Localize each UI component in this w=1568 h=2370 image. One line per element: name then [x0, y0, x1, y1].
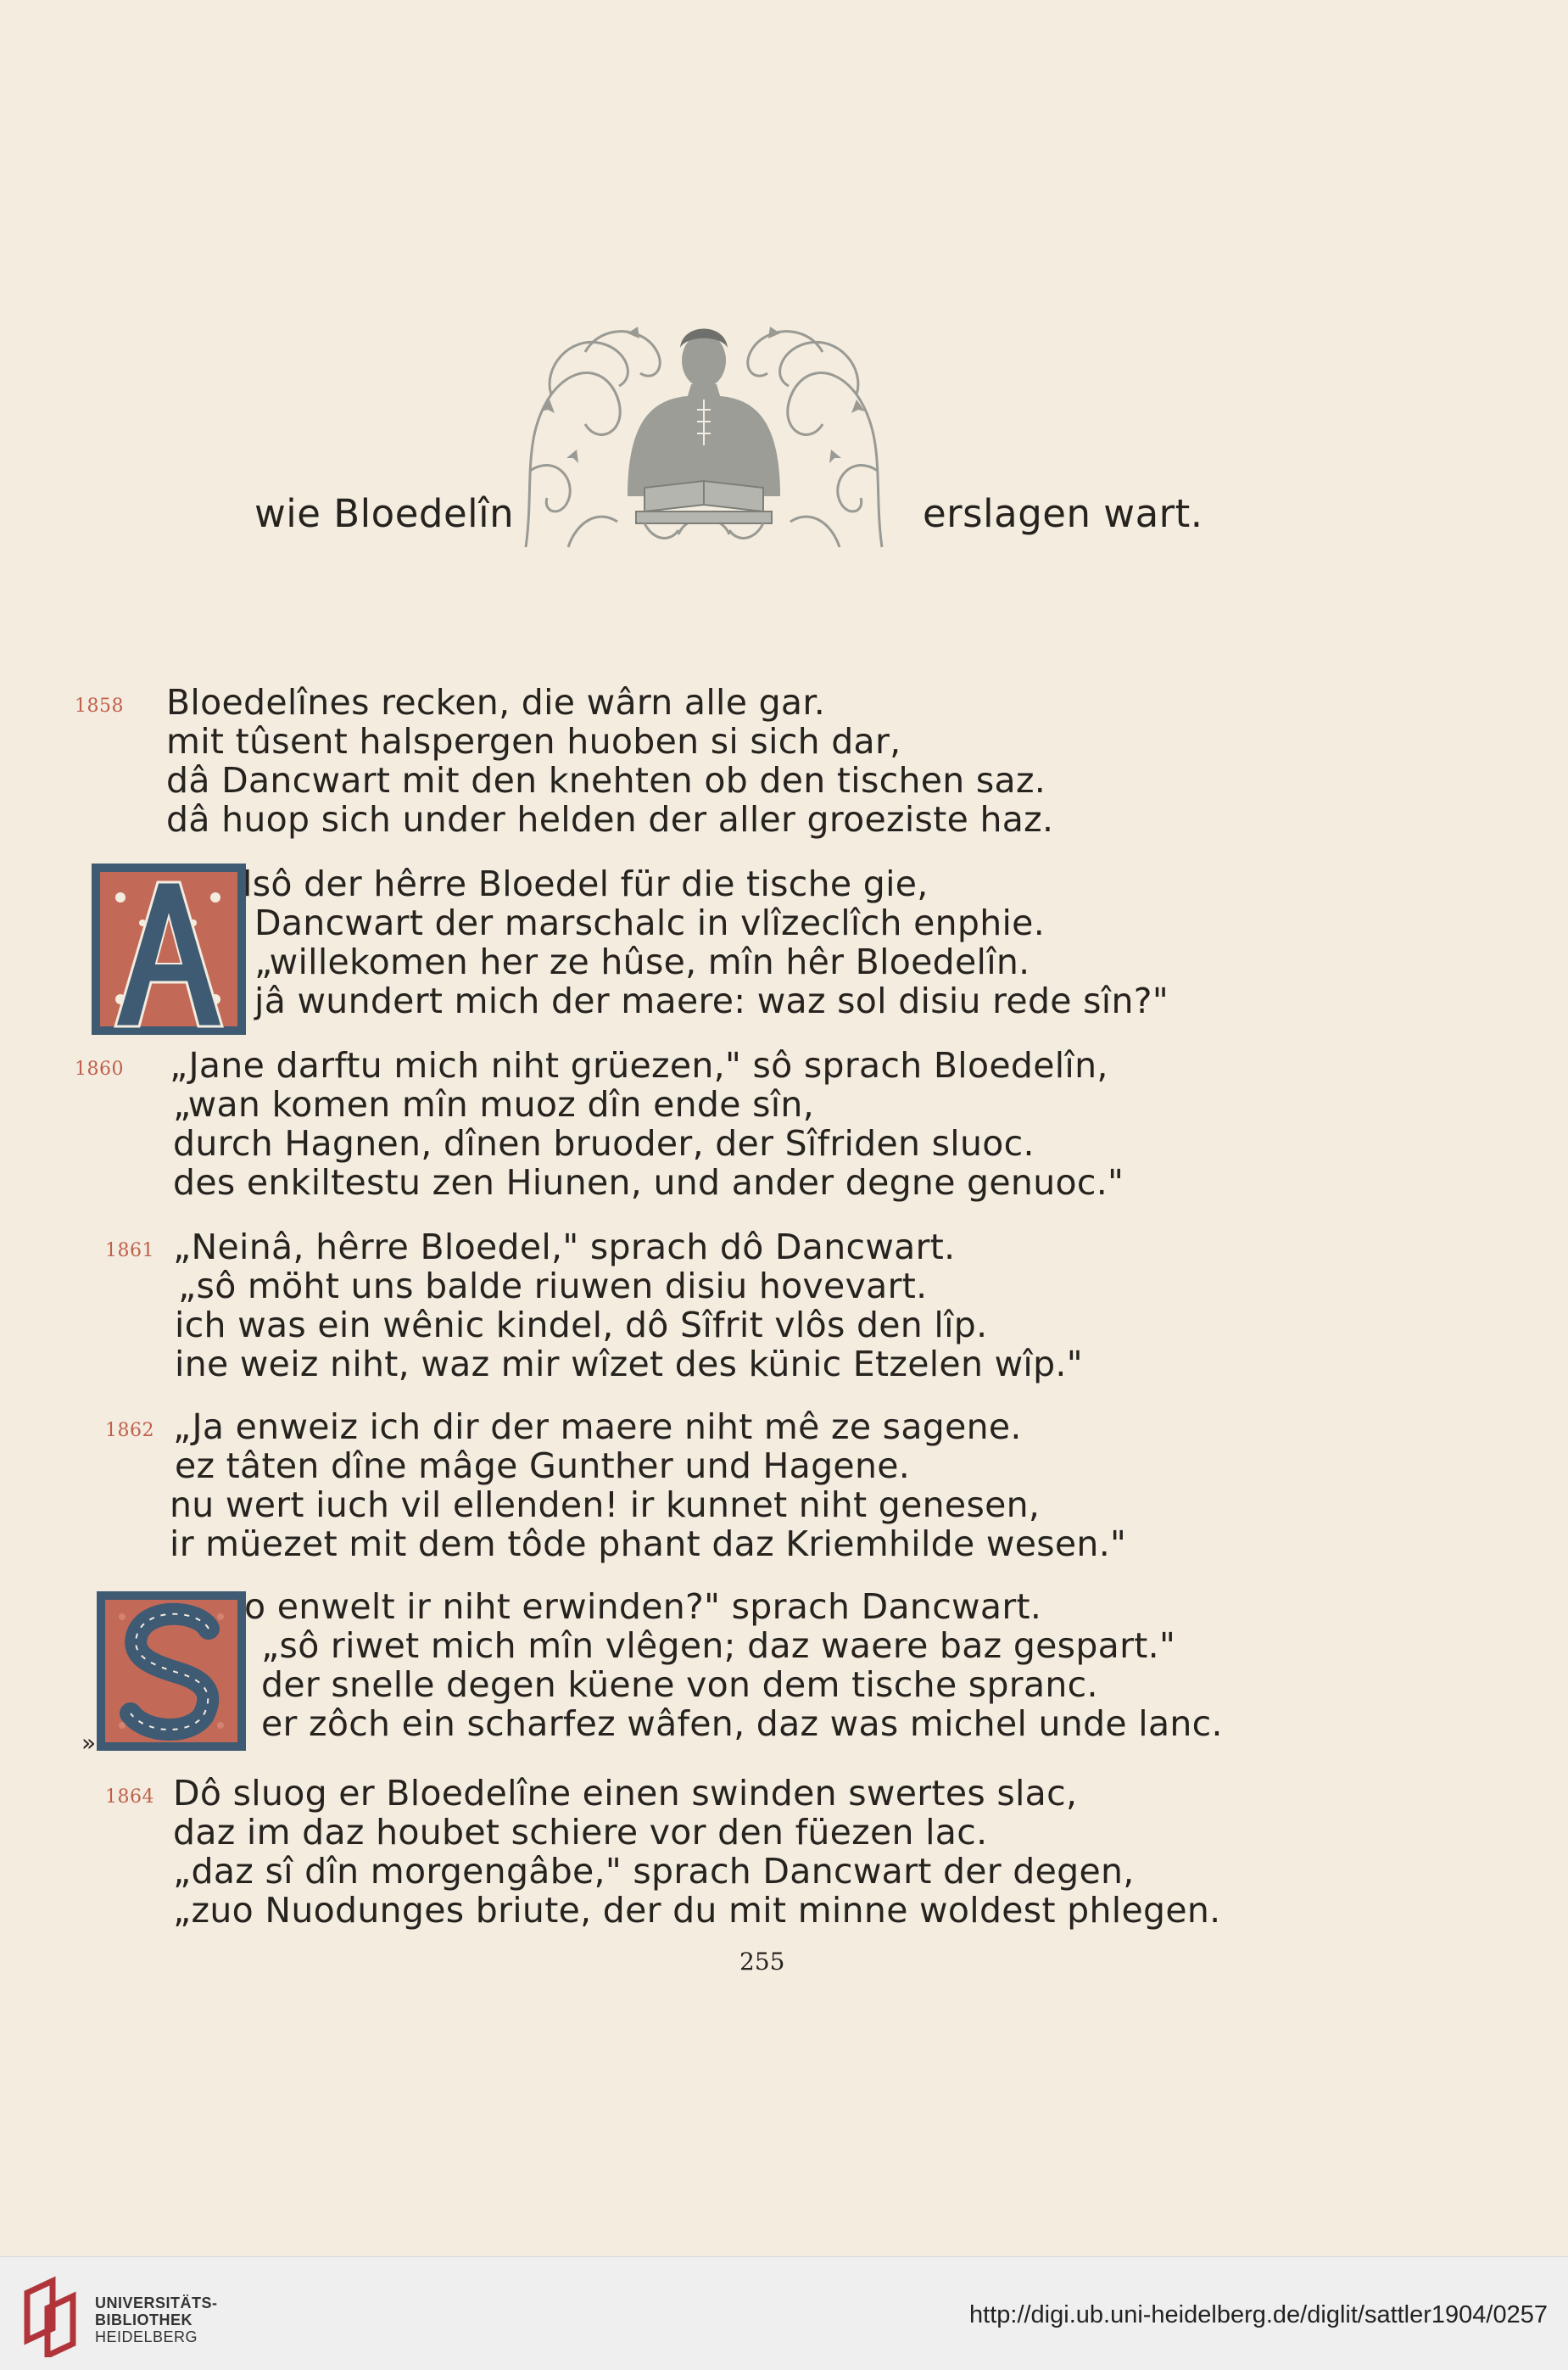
verse-line: „Ja enweiz ich dir der maere niht mê ze sagene. — [173, 1406, 1022, 1447]
verse-line: ich was ein wênic kindel, dô Sîfrit vlôs den lîp. — [175, 1305, 988, 1345]
verse-line: jâ wundert mich der maere: waz sol disiu rede sîn?" — [254, 981, 1169, 1021]
chapter-heading-left: wie Bloedelîn — [254, 491, 515, 536]
verse-line: nu wert iuch vil ellenden! ir kunnet niht genesen, — [170, 1484, 1041, 1525]
reader-vignette-illustration — [517, 318, 890, 551]
verse-line: „sô riwet mich mîn vlêgen; daz waere baz gespart." — [261, 1625, 1176, 1666]
stanza-number: 1858 — [75, 696, 124, 717]
verse-line: ine weiz niht, waz mir wîzet des künic Etzelen wîp." — [175, 1344, 1083, 1384]
verse-line: „daz sî dîn morgengâbe," sprach Dancwart der degen, — [173, 1851, 1135, 1892]
verse-line: „Neinâ, hêrre Bloedel," sprach dô Dancwart. — [173, 1227, 956, 1267]
verse-line: Dancwart der marschalc in vlîzeclîch enphie. — [254, 903, 1046, 943]
verse-line: o enwelt ir niht erwinden?" sprach Dancwart. — [244, 1586, 1042, 1627]
library-footer — [0, 2256, 1568, 2370]
library-name-line3: HEIDELBERG — [95, 2328, 198, 2345]
verse-line: er zôch ein scharfez wâfen, daz was michel unde lanc. — [261, 1703, 1223, 1744]
verse-line: „wan komen mîn muoz dîn ende sîn, — [173, 1084, 815, 1125]
verse-line: „Jane darftu mich niht grüezen," sô sprach Bloedelîn, — [170, 1045, 1108, 1086]
verse-line: ez tâten dîne mâge Gunther und Hagene. — [175, 1445, 911, 1486]
chapter-heading-right: erslagen wart. — [923, 491, 1203, 536]
library-logo-icon — [19, 2276, 88, 2357]
verse-line: lsô der hêrre Bloedel für die tische gie, — [243, 864, 929, 904]
verse-line: „sô möht uns balde riuwen disiu hovevart. — [178, 1266, 928, 1306]
verse-line: Bloedelînes recken, die wârn alle gar. — [166, 682, 826, 723]
library-name-line1: UNIVERSITÄTS- — [95, 2295, 218, 2311]
page-number: 255 — [739, 1948, 785, 1976]
verse-line: Dô sluog er Bloedelîne einen swinden swertes slac, — [173, 1773, 1078, 1814]
verse-line: daz im daz houbet schiere vor den füezen lac. — [173, 1812, 988, 1853]
illuminated-initial-a — [92, 864, 246, 1035]
stanza-number: 1864 — [105, 1786, 154, 1808]
stanza-marker: » — [81, 1729, 97, 1757]
library-name — [95, 2295, 218, 2345]
verse-line: dâ huop sich under helden der aller groeziste haz. — [166, 799, 1054, 840]
stanza-number: 1861 — [105, 1240, 154, 1261]
verse-line: der snelle degen küene von dem tische spranc. — [261, 1664, 1098, 1705]
stanza-number: 1860 — [75, 1059, 124, 1080]
illuminated-initial-s — [97, 1591, 246, 1751]
source-url-link[interactable]: http://digi.ub.uni-heidelberg.de/diglit/sattler1904/0257 — [969, 2301, 1548, 2328]
verse-line: „zuo Nuodunges briute, der du mit minne woldest phlegen. — [173, 1890, 1221, 1931]
verse-line: mit tûsent halspergen huoben si sich dar, — [166, 721, 901, 762]
verse-line: ir müezet mit dem tôde phant daz Kriemhilde wesen." — [170, 1523, 1127, 1564]
verse-line: „willekomen her ze hûse, mîn hêr Bloedelîn. — [254, 942, 1030, 982]
library-name-line2: BIBLIOTHEK — [95, 2311, 193, 2328]
verse-line: durch Hagnen, dînen bruoder, der Sîfriden sluoc. — [173, 1123, 1035, 1164]
verse-line: des enkiltestu zen Hiunen, und ander degne genuoc." — [173, 1162, 1124, 1203]
verse-line: dâ Dancwart mit den knehten ob den tischen saz. — [166, 760, 1046, 801]
stanza-number: 1862 — [105, 1420, 154, 1441]
